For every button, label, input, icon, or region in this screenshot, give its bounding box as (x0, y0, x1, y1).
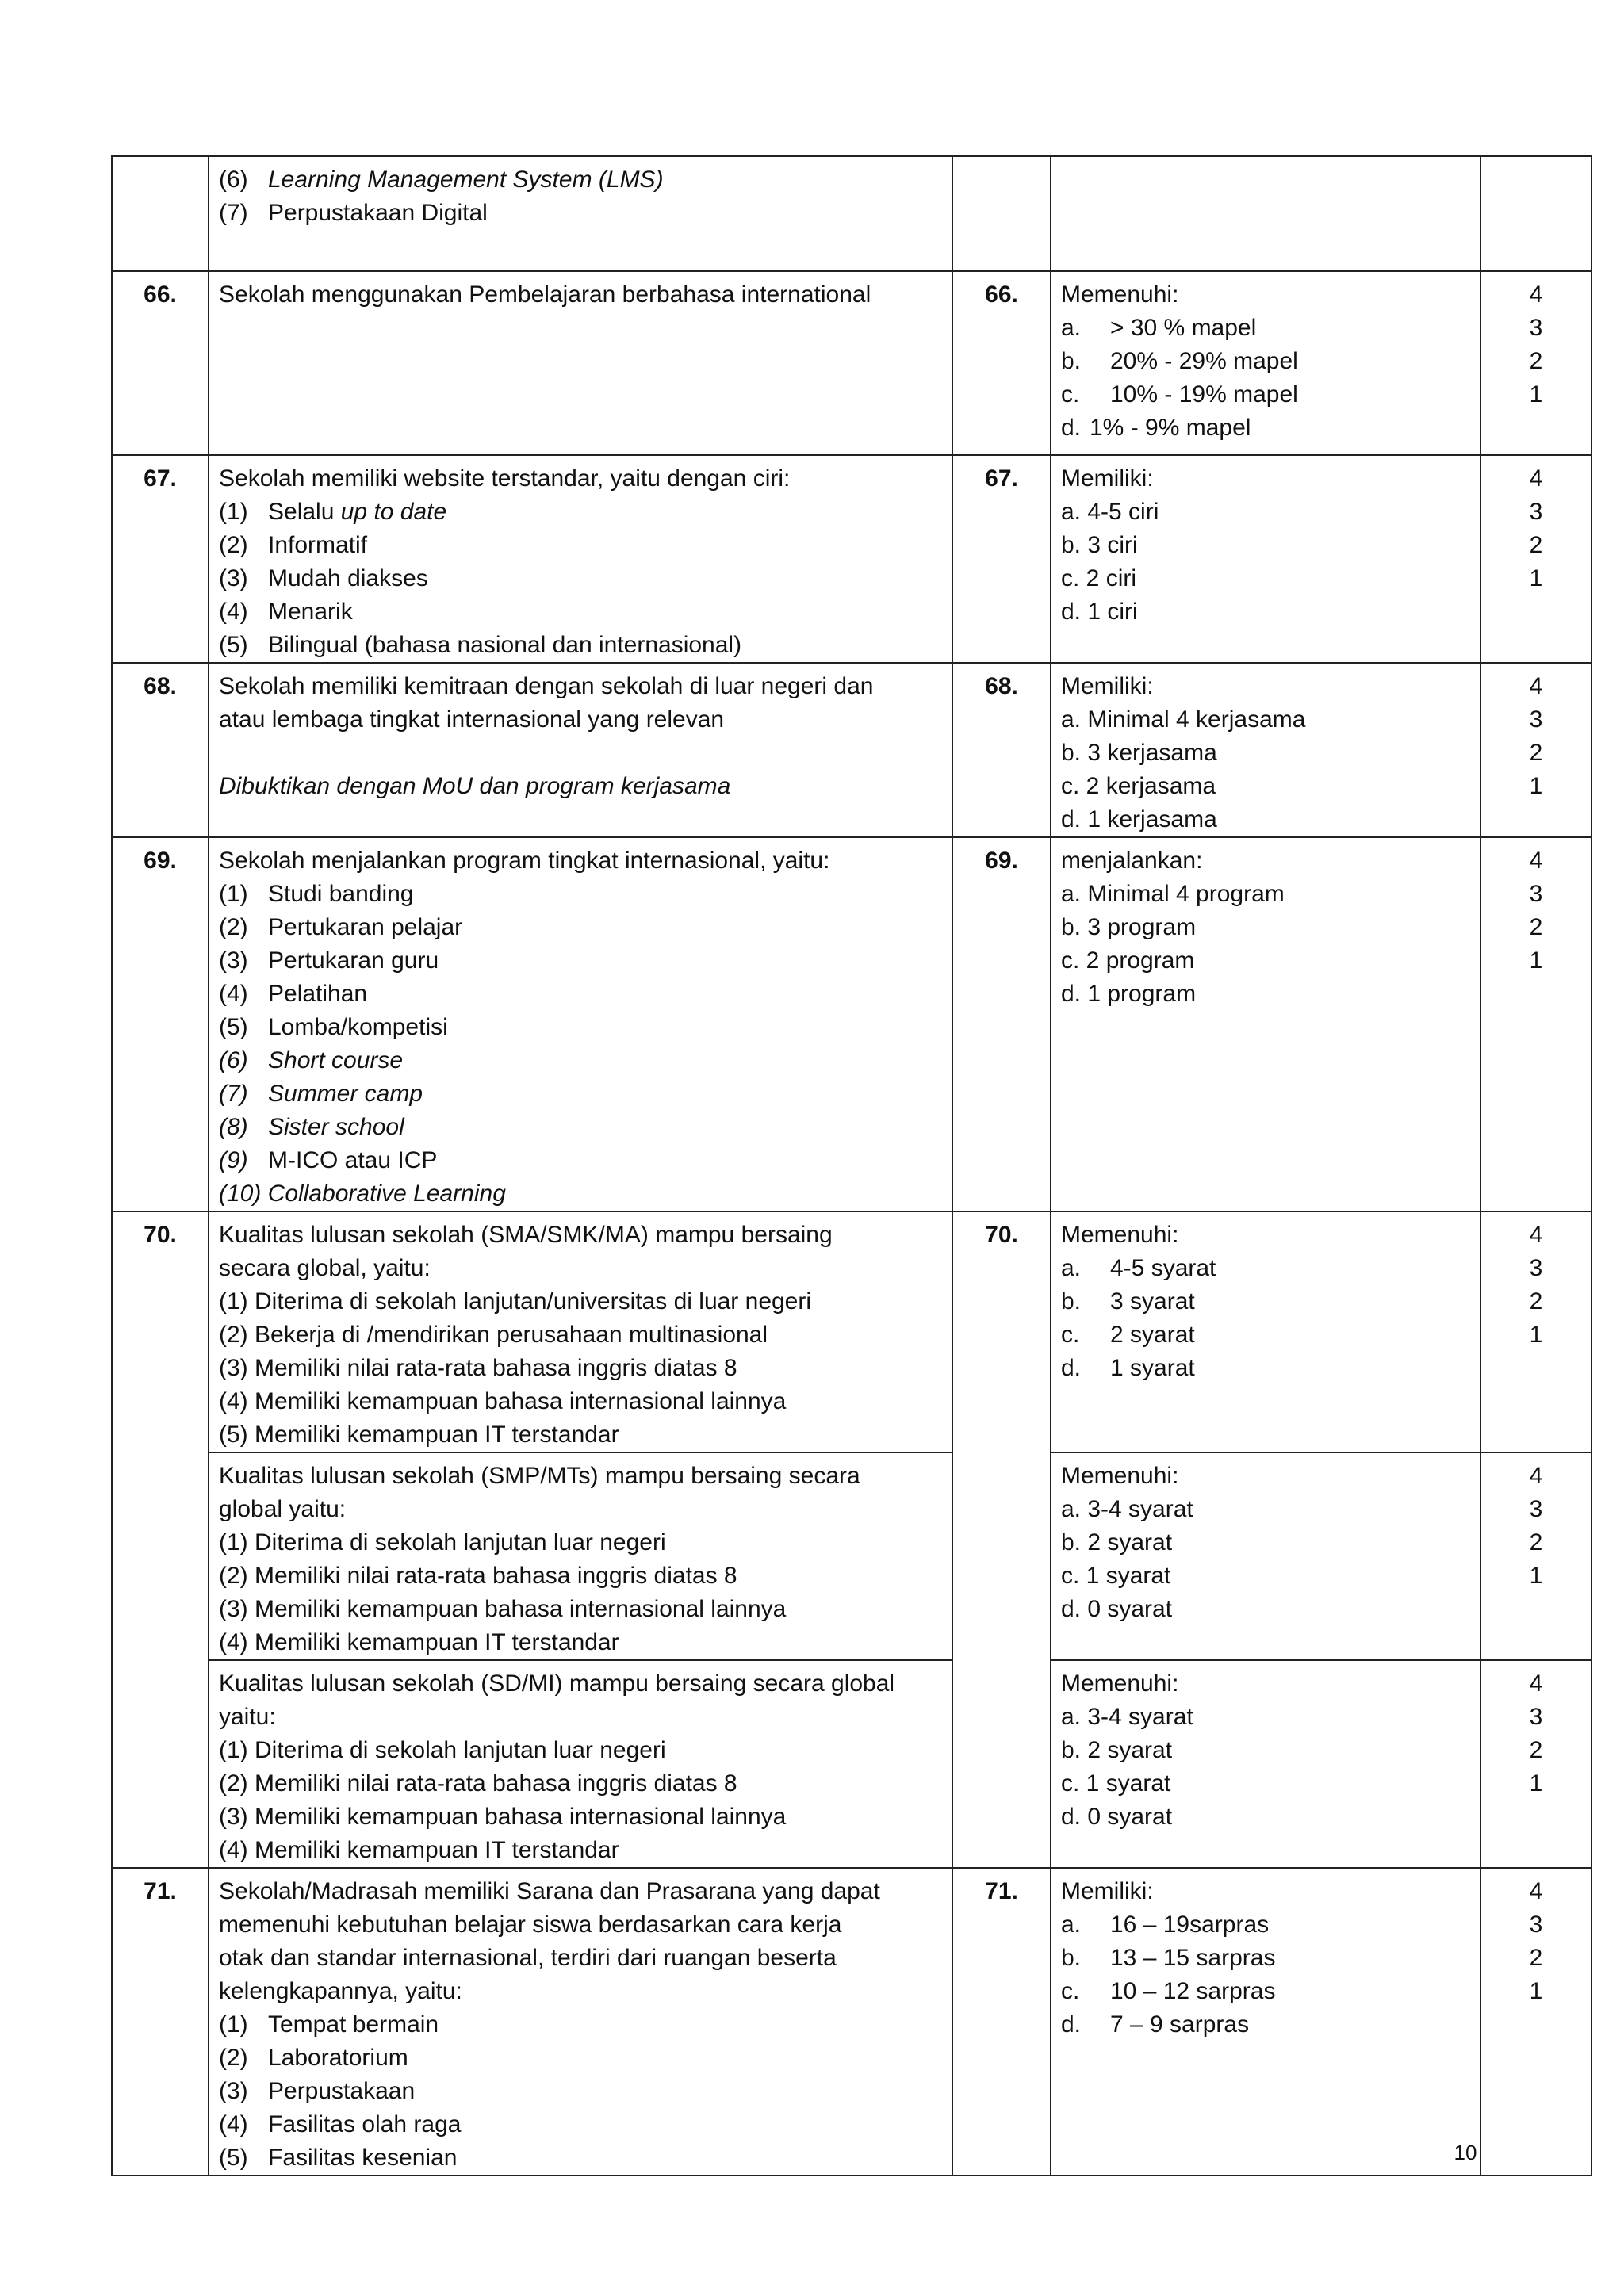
score-value: 4 (1529, 1463, 1543, 1489)
table-row (112, 663, 1591, 837)
rubric-option: d. 1 syarat (1061, 1355, 1195, 1381)
score-value: 4 (1529, 673, 1543, 699)
score-value: 3 (1529, 1255, 1543, 1281)
score-value: 4 (1529, 1670, 1543, 1697)
rubric-heading: Memiliki: (1061, 465, 1154, 492)
rubric-cell (1051, 271, 1480, 455)
score-cell (1480, 1868, 1591, 2175)
table-row (112, 156, 1591, 271)
list-item: (1) Diterima di sekolah lanjutan luar negeri (219, 1529, 666, 1556)
rubric-option: a. 3-4 syarat (1061, 1704, 1193, 1730)
table-row (112, 1868, 1591, 2175)
rubric-option: c. 2 program (1061, 947, 1195, 974)
rubric-cell (1051, 837, 1480, 1211)
rubric-option: d. 1 ciri (1061, 599, 1138, 625)
rubric-option: a. > 30 % mapel (1061, 315, 1257, 341)
list-item: (4) Memiliki kemampuan bahasa internasional lainnya (219, 1388, 787, 1414)
score-value: 3 (1529, 315, 1543, 341)
score-value: 2 (1529, 740, 1543, 766)
rubric-option: a. 4-5 ciri (1061, 499, 1159, 525)
rubric-cell (1051, 455, 1480, 663)
table-row (112, 837, 1591, 1211)
criterion-text: kelengkapannya, yaitu: (219, 1978, 462, 2004)
score-number: 66. (952, 271, 1051, 455)
rubric-heading: Memiliki: (1061, 1878, 1154, 1904)
score-number: 71. (952, 1868, 1051, 2175)
rubric-heading: Memenuhi: (1061, 281, 1179, 308)
criterion-cell (209, 837, 952, 1211)
score-number: 67. (952, 455, 1051, 663)
rubric-option: c. 1 syarat (1061, 1563, 1171, 1589)
rubric-option: a. Minimal 4 program (1061, 881, 1285, 907)
list-item: (4) Memiliki kemampuan IT terstandar (219, 1629, 619, 1655)
score-cell (1480, 837, 1591, 1211)
list-item: (1) Diterima di sekolah lanjutan luar negeri (219, 1737, 666, 1763)
score-cell (1480, 1660, 1591, 1868)
list-item: (6) Short course (219, 1047, 404, 1073)
score-value: 4 (1529, 465, 1543, 492)
list-item: (3) Pertukaran guru (219, 947, 439, 974)
list-item: (4) Memiliki kemampuan IT terstandar (219, 1837, 619, 1863)
rubric-cell (1051, 1660, 1480, 1868)
score-value: 1 (1529, 773, 1543, 799)
table-row (112, 455, 1591, 663)
rubric-option: b. 3 kerjasama (1061, 740, 1217, 766)
score-value: 1 (1529, 947, 1543, 974)
list-item: (8) Sister school (219, 1114, 404, 1140)
rubric-option: d. 0 syarat (1061, 1804, 1173, 1830)
rubric-option: d. 1% - 9% mapel (1061, 415, 1251, 441)
page-number: 10 (1454, 2141, 1477, 2164)
list-item: (3) Memiliki kemampuan bahasa internasional lainnya (219, 1804, 787, 1830)
score-value: 3 (1529, 499, 1543, 525)
rubric-heading: Memenuhi: (1061, 1670, 1179, 1697)
rubric-option: a. 16 – 19sarpras (1061, 1911, 1270, 1938)
rubric-option: b. 3 ciri (1061, 532, 1138, 558)
row-number: 71. (112, 1868, 209, 2175)
rubric-option: c. 1 syarat (1061, 1770, 1171, 1797)
score-value: 2 (1529, 1737, 1543, 1763)
list-item: (3) Mudah diakses (219, 565, 428, 591)
score-value: 4 (1529, 848, 1543, 874)
criterion-cell (209, 1452, 952, 1660)
score-value: 3 (1529, 1911, 1543, 1938)
criterion-text: atau lembaga tingkat internasional yang relevan (219, 706, 725, 733)
score-value: 2 (1529, 1529, 1543, 1556)
criterion-text: secara global, yaitu: (219, 1255, 431, 1281)
score-value: 1 (1529, 1563, 1543, 1589)
row-number: 69. (112, 837, 209, 1211)
row-number: 67. (112, 455, 209, 663)
list-item: (1) Diterima di sekolah lanjutan/universitas di luar negeri (219, 1288, 812, 1314)
criterion-cell (209, 455, 952, 663)
criterion-cell (209, 1660, 952, 1868)
list-item: (3) Memiliki kemampuan bahasa internasional lainnya (219, 1596, 787, 1622)
rubric-option: b. 20% - 29% mapel (1061, 348, 1298, 374)
rubric-cell (1051, 1211, 1480, 1452)
rubric-cell (1051, 1868, 1480, 2175)
rubric-table (111, 155, 1592, 2176)
list-item: (7) Perpustakaan Digital (219, 200, 488, 226)
list-item: (4) Pelatihan (219, 981, 368, 1007)
score-value: 3 (1529, 1704, 1543, 1730)
score-value: 4 (1529, 1222, 1543, 1248)
rubric-option: b. 3 program (1061, 914, 1197, 940)
score-value: 1 (1529, 1322, 1543, 1348)
criterion-text: global yaitu: (219, 1496, 347, 1522)
rubric-option: c. 2 kerjasama (1061, 773, 1216, 799)
list-item: (2) Pertukaran pelajar (219, 914, 463, 940)
table-row (112, 271, 1591, 455)
list-item: (5) Bilingual (bahasa nasional dan internasional) (219, 632, 742, 658)
rubric-option: c. 10 – 12 sarpras (1061, 1978, 1276, 2004)
criterion-cell (209, 1868, 952, 2175)
list-item: (1) Studi banding (219, 881, 414, 907)
list-item: (3) Memiliki nilai rata-rata bahasa inggris diatas 8 (219, 1355, 737, 1381)
rubric-cell (1051, 663, 1480, 837)
rubric-heading: Memiliki: (1061, 673, 1154, 699)
score-cell (1480, 1452, 1591, 1660)
score-value: 1 (1529, 1770, 1543, 1797)
rubric-cell (1051, 1452, 1480, 1660)
rubric-option: a. 4-5 syarat (1061, 1255, 1216, 1281)
score-number: 68. (952, 663, 1051, 837)
criterion-text: Sekolah/Madrasah memiliki Sarana dan Prasarana yang dapat (219, 1878, 880, 1904)
rubric-option: d. 1 program (1061, 981, 1197, 1007)
criterion-text: Sekolah menjalankan program tingkat internasional, yaitu: (219, 848, 830, 874)
score-value: 3 (1529, 1496, 1543, 1522)
score-value: 2 (1529, 1945, 1543, 1971)
rubric-option: c. 2 ciri (1061, 565, 1137, 591)
list-item: (2) Informatif (219, 532, 368, 558)
list-item: (4) Menarik (219, 599, 353, 625)
criterion-text: Sekolah menggunakan Pembelajaran berbahasa international (219, 281, 871, 308)
score-cell (1480, 1211, 1591, 1452)
score-number: 69. (952, 837, 1051, 1211)
list-item: (2) Memiliki nilai rata-rata bahasa inggris diatas 8 (219, 1563, 737, 1589)
rubric-option: b. 2 syarat (1061, 1529, 1173, 1556)
score-cell (1480, 271, 1591, 455)
row-number: 66. (112, 271, 209, 455)
table-row (112, 1211, 1591, 1452)
list-item: (4) Fasilitas olah raga (219, 2111, 462, 2137)
criterion-text: otak dan standar internasional, terdiri dari ruangan beserta (219, 1945, 837, 1971)
criterion-text: Kualitas lulusan sekolah (SMP/MTs) mampu bersaing secara (219, 1463, 860, 1489)
list-item: (10) Collaborative Learning (219, 1181, 506, 1207)
list-item: (1) Selalu up to date (219, 499, 447, 525)
list-item: (5) Fasilitas kesenian (219, 2145, 458, 2171)
score-value: 1 (1529, 381, 1543, 408)
list-item: (2) Memiliki nilai rata-rata bahasa inggris diatas 8 (219, 1770, 737, 1797)
criterion-text: yaitu: (219, 1704, 276, 1730)
rubric-option: b. 2 syarat (1061, 1737, 1173, 1763)
table-row (112, 1660, 1591, 1868)
evidence-note: Dibuktikan dengan MoU dan program kerjasama (219, 773, 731, 799)
score-number: 70. (952, 1211, 1051, 1868)
criterion-cell (209, 271, 952, 455)
list-item: (6) Learning Management System (LMS) (219, 166, 664, 193)
score-value: 2 (1529, 1288, 1543, 1314)
criterion-cell (209, 1211, 952, 1452)
rubric-heading: Memenuhi: (1061, 1463, 1179, 1489)
score-value: 3 (1529, 881, 1543, 907)
criterion-text: Kualitas lulusan sekolah (SD/MI) mampu bersaing secara global (219, 1670, 895, 1697)
criterion-cell (209, 156, 952, 271)
rubric-heading: Memenuhi: (1061, 1222, 1179, 1248)
criterion-text: memenuhi kebutuhan belajar siswa berdasarkan cara kerja (219, 1911, 842, 1938)
score-cell (1480, 455, 1591, 663)
score-value: 2 (1529, 532, 1543, 558)
rubric-option: c. 2 syarat (1061, 1322, 1195, 1348)
score-cell (1480, 663, 1591, 837)
list-item: (3) Perpustakaan (219, 2078, 416, 2104)
criterion-text: Sekolah memiliki website terstandar, yaitu dengan ciri: (219, 465, 791, 492)
criterion-text: Kualitas lulusan sekolah (SMA/SMK/MA) mampu bersaing (219, 1222, 833, 1248)
list-item: (1) Tempat bermain (219, 2011, 439, 2038)
score-value: 3 (1529, 706, 1543, 733)
rubric-option: d. 7 – 9 sarpras (1061, 2011, 1250, 2038)
rubric-option: d. 1 kerjasama (1061, 806, 1217, 832)
score-value: 1 (1529, 565, 1543, 591)
rubric-option: a. Minimal 4 kerjasama (1061, 706, 1306, 733)
score-value: 2 (1529, 348, 1543, 374)
rubric-heading: menjalankan: (1061, 848, 1203, 874)
number-cell (112, 156, 209, 271)
row-number: 68. (112, 663, 209, 837)
score-value: 1 (1529, 1978, 1543, 2004)
criterion-text: Sekolah memiliki kemitraan dengan sekolah di luar negeri dan (219, 673, 874, 699)
rubric-option: a. 3-4 syarat (1061, 1496, 1193, 1522)
criterion-cell (209, 663, 952, 837)
list-item: (2) Laboratorium (219, 2045, 408, 2071)
table-row (112, 1452, 1591, 1660)
score-value: 4 (1529, 1878, 1543, 1904)
score-value: 2 (1529, 914, 1543, 940)
rubric-option: b. 3 syarat (1061, 1288, 1195, 1314)
list-item: (9) M-ICO atau ICP (219, 1147, 438, 1173)
rubric-option: c. 10% - 19% mapel (1061, 381, 1298, 408)
list-item: (7) Summer camp (219, 1081, 423, 1107)
list-item: (5) Lomba/kompetisi (219, 1014, 448, 1040)
list-item: (2) Bekerja di /mendirikan perusahaan multinasional (219, 1322, 768, 1348)
rubric-option: d. 0 syarat (1061, 1596, 1173, 1622)
list-item: (5) Memiliki kemampuan IT terstandar (219, 1422, 619, 1448)
row-number: 70. (112, 1211, 209, 1868)
score-value: 4 (1529, 281, 1543, 308)
rubric-option: b. 13 – 15 sarpras (1061, 1945, 1276, 1971)
